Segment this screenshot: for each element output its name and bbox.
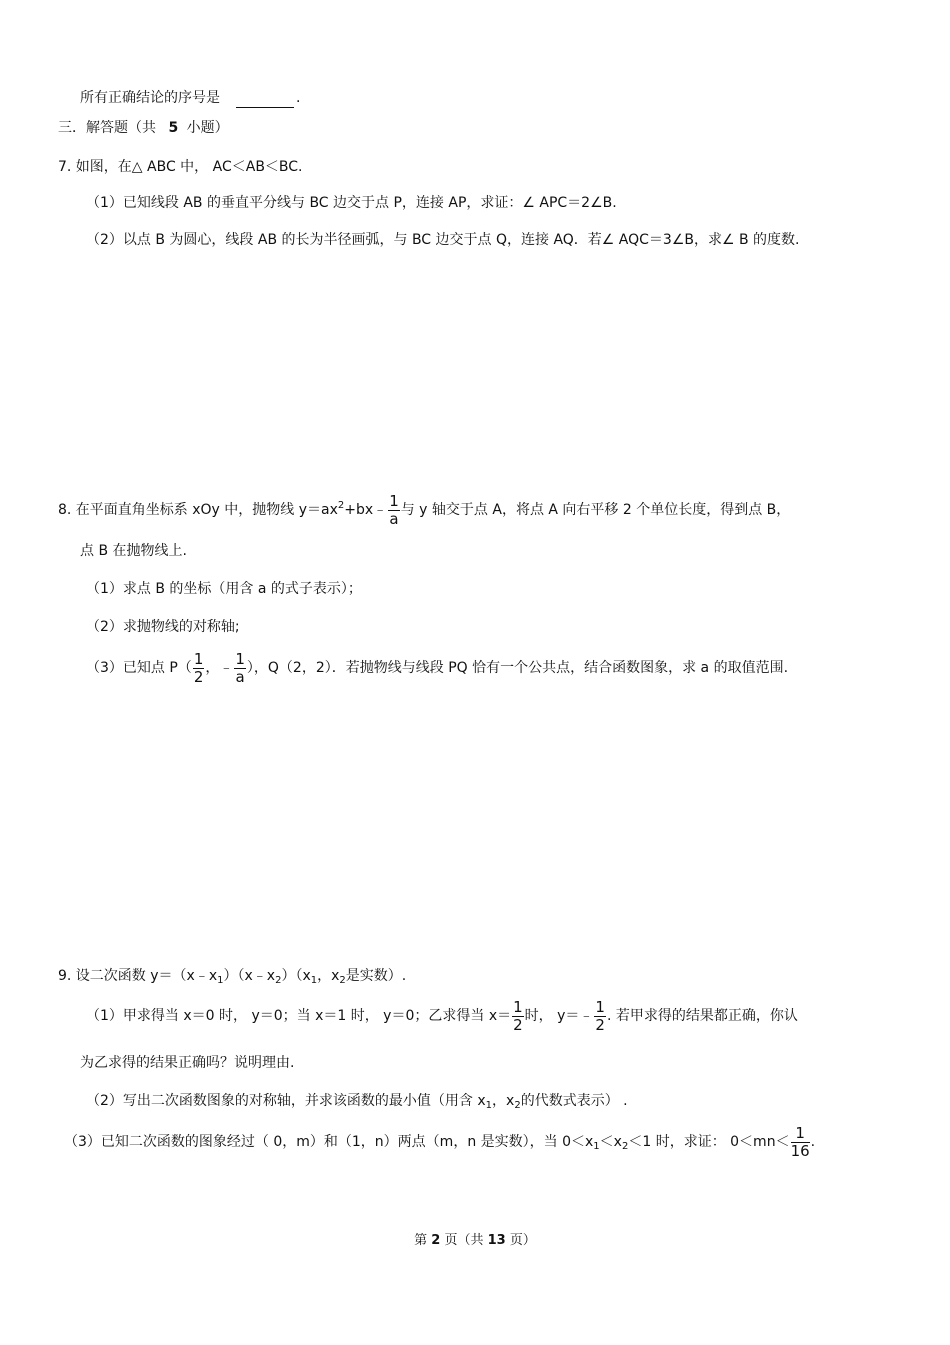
q8-part2: （2）求抛物线的对称轴;	[86, 619, 240, 635]
q9-stem-e: 是实数）.	[345, 968, 407, 984]
q8-p3-frac1-den: 2	[193, 667, 204, 686]
q9-p1-c: . 若甲求得的结果都正确，你认	[606, 1008, 798, 1024]
section-title-b: 小题）	[186, 120, 229, 136]
q8-frac-num: 1	[389, 491, 399, 510]
footer-c: 页）	[509, 1233, 536, 1248]
q9-p2-sub2: 2	[514, 1100, 521, 1111]
q9-stem-b: ）（x﹣x	[223, 968, 276, 984]
footer-a: 第	[414, 1233, 428, 1248]
q8-part3	[86, 650, 788, 686]
prev-conclusion-text: 所有正确结论的序号是	[80, 90, 220, 106]
q8-stem-b: +bx﹣	[344, 502, 388, 518]
q8-p3-frac2	[234, 649, 246, 686]
q9-stem-d: ，x	[317, 968, 340, 984]
footer-page-number: 2	[431, 1233, 441, 1248]
q9-p1-a: （1）甲求得当 x＝0 时， y＝0；当 x＝1 时， y＝0；乙求得当 x＝	[86, 1008, 512, 1024]
answer-blank	[236, 93, 294, 108]
q9-p2-c: 的代数式表示） .	[520, 1093, 628, 1109]
q9-sub2: 2	[275, 975, 282, 986]
q9-p1-frac1-num: 1	[513, 997, 523, 1016]
q9-p1-frac2	[594, 997, 606, 1034]
q8-p3-frac1	[193, 649, 205, 686]
q9-p3-b: ＜x	[599, 1134, 622, 1150]
section-count: 5	[168, 120, 179, 136]
q9-part1	[86, 998, 798, 1034]
q9-stem-a: 9. 设二次函数 y＝（x﹣x	[58, 968, 218, 984]
q9-p3-a: （3）已知二次函数的图象经过（ 0，m）和（1，n）两点（m，n 是实数），当 0＜x	[64, 1134, 594, 1150]
q9-sub1: 1	[217, 975, 224, 986]
q9-stem-c: ）（x	[281, 968, 311, 984]
section-title-a: 三．解答题（共	[58, 120, 156, 136]
q8-p3-frac1-num: 1	[193, 649, 204, 668]
q9-p3-frac-den: 16	[790, 1141, 810, 1160]
q9-p3-sub2: 2	[621, 1141, 629, 1152]
prev-period: .	[296, 90, 301, 106]
q9-sub3: 1	[310, 975, 318, 986]
section-heading	[58, 118, 229, 138]
q8-p3-frac2-num: 1	[235, 649, 245, 668]
q8-p3-a: （3）已知点 P（	[86, 660, 192, 676]
q9-p3-frac	[790, 1123, 810, 1160]
q8-p3-c: ），Q（2，2）．若抛物线与线段 PQ 恰有一个公共点，结合函数图象，求 a 的取值范围.	[246, 660, 789, 676]
q9-p2-b: ，x	[492, 1093, 515, 1109]
q7-part1: （1）已知线段 AB 的垂直平分线与 BC 边交于点 P，连接 AP，求证：∠ APC＝2∠B.	[86, 195, 617, 211]
q9-p3-sub1: 1	[593, 1141, 600, 1152]
q8-fraction	[388, 491, 400, 528]
q9-stem	[58, 966, 406, 991]
q8-stem	[58, 488, 790, 528]
q8-p3-b: ，﹣	[205, 660, 234, 676]
footer-b: 页（共	[444, 1233, 484, 1248]
q9-p1-frac2-num: 1	[595, 997, 605, 1016]
q9-p1-frac1-den: 2	[513, 1015, 523, 1034]
q9-p2-sub1: 1	[485, 1100, 493, 1111]
q9-p2-a: （2）写出二次函数图象的对称轴，并求该函数的最小值（用含 x	[86, 1093, 486, 1109]
q9-p1-frac2-den: 2	[595, 1015, 605, 1034]
q8-exponent: 2	[337, 500, 345, 511]
page-footer	[0, 1231, 950, 1251]
q8-part1: （1）求点 B 的坐标（用含 a 的式子表示）；	[86, 581, 362, 597]
q9-p3-d: .	[810, 1134, 816, 1150]
q9-p1-frac1	[512, 997, 524, 1034]
q7-stem: 7. 如图，在△ ABC 中， AC＜AB＜BC.	[58, 159, 303, 175]
q8-stem-a: 8. 在平面直角坐标系 xOy 中，抛物线 y＝ax	[58, 502, 338, 518]
q9-p3-c: ＜1 时，求证： 0＜mn＜	[628, 1134, 790, 1150]
prev-conclusion-line	[80, 88, 300, 108]
q9-sub4: 2	[339, 975, 346, 986]
q7-part2: （2）以点 B 为圆心，线段 AB 的长为半径画弧，与 BC 边交于点 Q，连接 AQ．若∠ AQC＝3∠B，求∠ B 的度数.	[86, 232, 800, 248]
q9-part2	[86, 1091, 628, 1116]
q8-stem-c: 与 y 轴交于点 A，将点 A 向右平移 2 个单位长度，得到点 B，	[400, 502, 791, 518]
q8-p3-frac2-den: a	[235, 667, 245, 686]
q9-p1-b: 时， y＝﹣	[524, 1008, 594, 1024]
footer-total-pages: 13	[487, 1233, 506, 1248]
q9-part3	[64, 1124, 815, 1165]
q9-p3-frac-num: 1	[791, 1126, 810, 1143]
q9-part1-line2: 为乙求得的结果正确吗？说明理由.	[80, 1055, 295, 1071]
q8-frac-den: a	[389, 509, 399, 528]
q8-stem-line2: 点 B 在抛物线上.	[80, 543, 187, 559]
